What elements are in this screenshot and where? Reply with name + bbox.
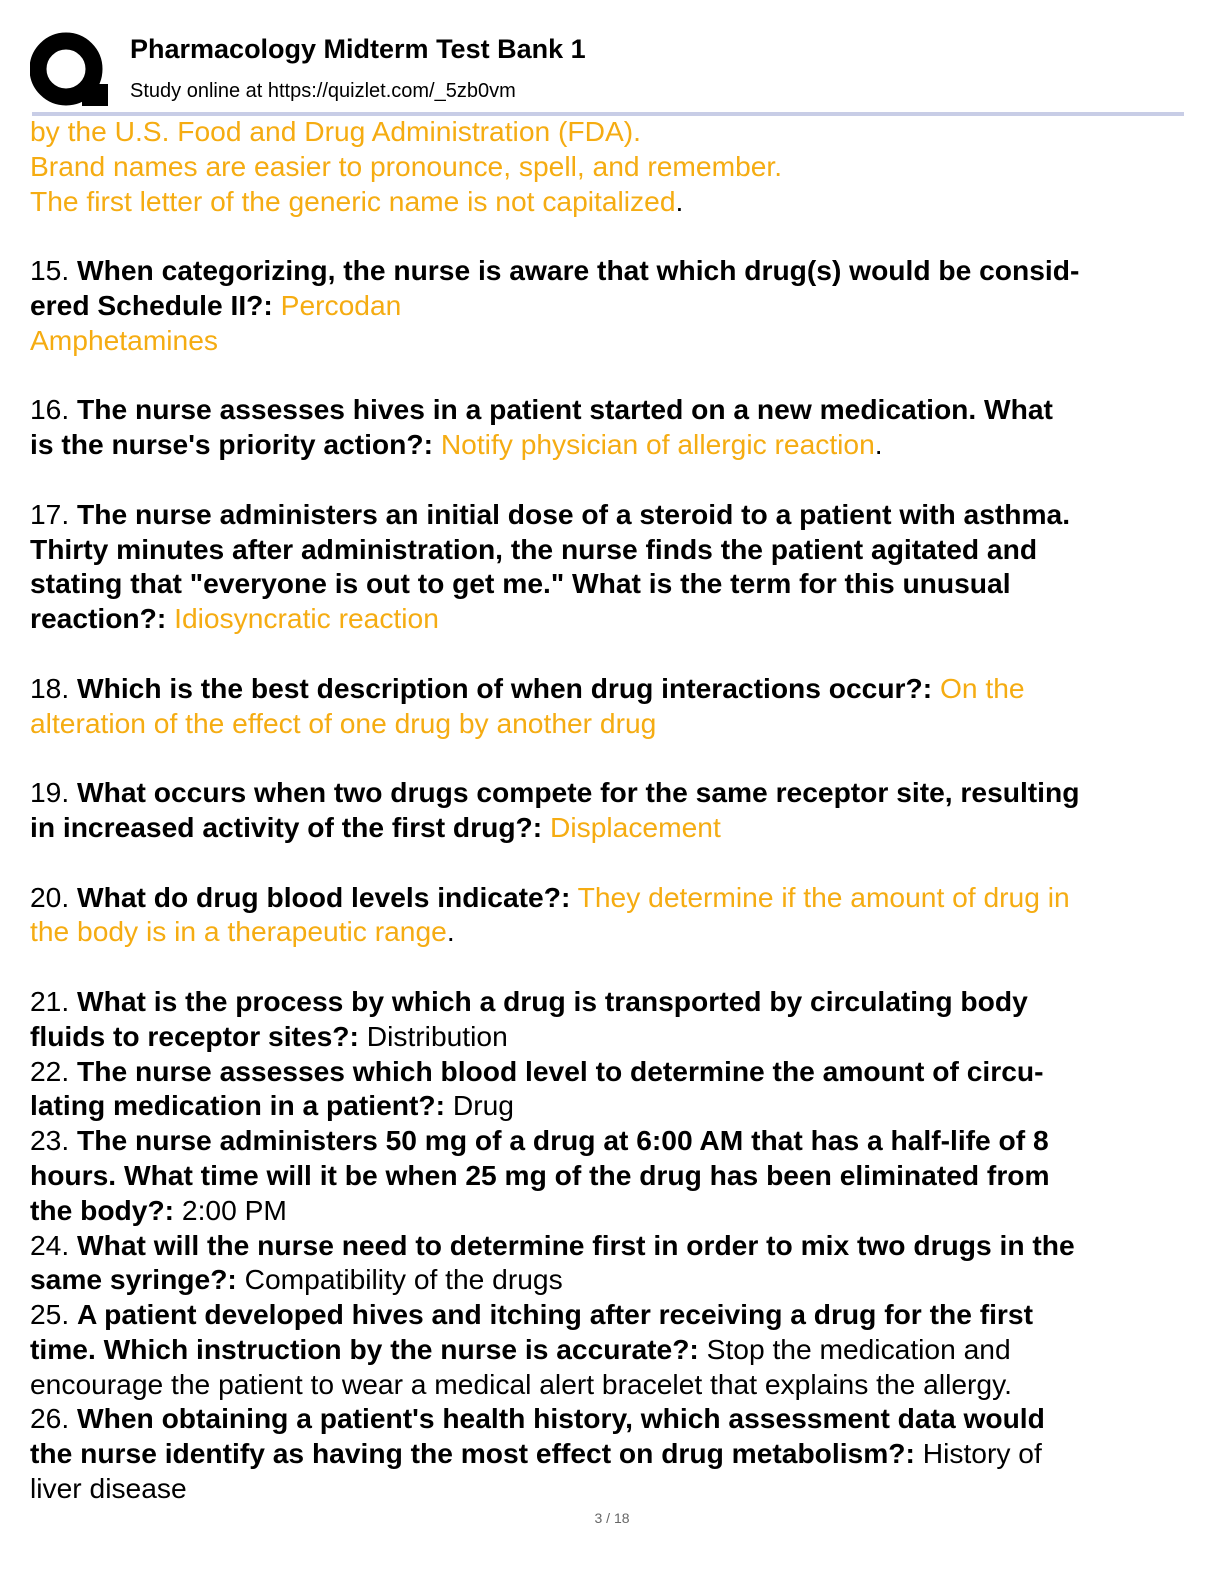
question-number: 22. [30,1054,70,1087]
trailing-period: . [675,184,684,217]
answer-text: alteration of the effect of one drug by another drug [30,706,657,739]
question-text: What occurs when two drugs compete for the same receptor site, resulting [77,776,1080,809]
question-number: 19. [30,776,70,809]
question-number: 17. [30,497,70,530]
answer-text: Drug [452,1089,514,1122]
question-text: the body?: [30,1193,175,1226]
question-number: 25. [30,1298,70,1331]
question-text: in increased activity of the first drug?: [30,810,543,843]
question-text: A patient developed hives and itching after receiving a drug for the first [77,1298,1033,1331]
question-number: 15. [30,254,70,287]
question-text: The nurse assesses which blood level to determine the amount of circu- [77,1054,1044,1087]
question-text: time. Which instruction by the nurse is accurate?: [30,1332,699,1365]
page-number: 3 / 18 [594,1510,630,1526]
answer-text: Idiosyncratic reaction [174,602,439,635]
question-19 [30,775,1190,845]
question-text: The nurse administers 50 mg of a drug at 6:00 AM that has a half-life of 8 [77,1124,1049,1157]
question-text: same syringe?: [30,1263,237,1296]
question-text: fluids to receptor sites?: [30,1019,359,1052]
question-number: 24. [30,1228,70,1261]
document-title: Pharmacology Midterm Test Bank 1 [130,34,586,64]
answer-text: Stop the medication and [706,1332,1011,1365]
question-number: 18. [30,671,70,704]
question-text: What will the nurse need to determine first in order to mix two drugs in the [77,1228,1075,1261]
continued-answer-line: Brand names are easier to pronounce, spell, and remember. [30,149,783,182]
trailing-period: . [446,915,455,948]
question-text: the nurse identify as having the most effect on drug metabolism?: [30,1437,915,1470]
answer-text: Notify physician of allergic reaction [440,428,875,461]
question-text: When obtaining a patient's health history, which assessment data would [77,1402,1045,1435]
question-20 [30,880,1190,950]
question-text: What is the process by which a drug is transported by circulating body [77,984,1028,1017]
answer-text: 2:00 PM [181,1193,287,1226]
question-number: 20. [30,880,70,913]
question-17 [30,497,1190,636]
question-24 [30,1228,1190,1298]
question-text: stating that "everyone is out to get me." What is the term for this unusual [30,567,1011,600]
answer-text: Amphetamines [30,323,219,356]
question-text: hours. What time will it be when 25 mg of the drug has been eliminated from [30,1158,1050,1191]
question-16 [30,392,1190,462]
answer-text: Percodan [280,288,402,321]
question-text: When categorizing, the nurse is aware that which drug(s) would be consid- [77,254,1080,287]
answer-text: History of [922,1437,1042,1470]
question-number: 23. [30,1124,70,1157]
answer-text: Displacement [550,810,721,843]
quizlet-logo-icon [30,32,108,110]
question-22 [30,1054,1190,1124]
question-text: The nurse administers an initial dose of a steroid to a patient with asthma. [77,497,1071,530]
question-text: is the nurse's priority action?: [30,428,433,461]
question-text: reaction?: [30,602,167,635]
answer-text: the body is in a therapeutic range [30,915,447,948]
question-15 [30,253,1190,357]
continued-answer [30,114,1190,218]
question-text: ered Schedule II?: [30,288,273,321]
question-text: The nurse assesses hives in a patient started on a new medication. What [77,393,1053,426]
question-18 [30,671,1190,741]
trailing-period: . [874,428,883,461]
question-number: 26. [30,1402,70,1435]
answer-text: Compatibility of the drugs [244,1263,563,1296]
continued-answer-line: The first letter of the generic name is not capitalized [30,184,676,217]
answer-text: encourage the patient to wear a medical alert bracelet that explains the allergy. [30,1367,1012,1400]
question-25 [30,1297,1190,1401]
question-21 [30,984,1190,1054]
question-26 [30,1401,1190,1505]
answer-text: Distribution [366,1019,508,1052]
question-number: 16. [30,393,70,426]
question-text: lating medication in a patient?: [30,1089,446,1122]
page-header [30,24,1184,116]
continued-answer-line: by the U.S. Food and Drug Administration (FDA). [30,115,641,147]
question-number: 21. [30,984,70,1017]
answer-text: They determine if the amount of drug in [577,880,1070,913]
question-list [30,114,1190,1506]
answer-text: On the [939,671,1025,704]
answer-text: liver disease [30,1472,187,1505]
question-text: What do drug blood levels indicate?: [77,880,571,913]
question-23 [30,1123,1190,1227]
question-text: Which is the best description of when drug interactions occur?: [77,671,933,704]
study-online-link[interactable]: Study online at https://quizlet.com/_5zb0vm [130,80,516,102]
question-text: Thirty minutes after administration, the nurse finds the patient agitated and [30,532,1038,565]
